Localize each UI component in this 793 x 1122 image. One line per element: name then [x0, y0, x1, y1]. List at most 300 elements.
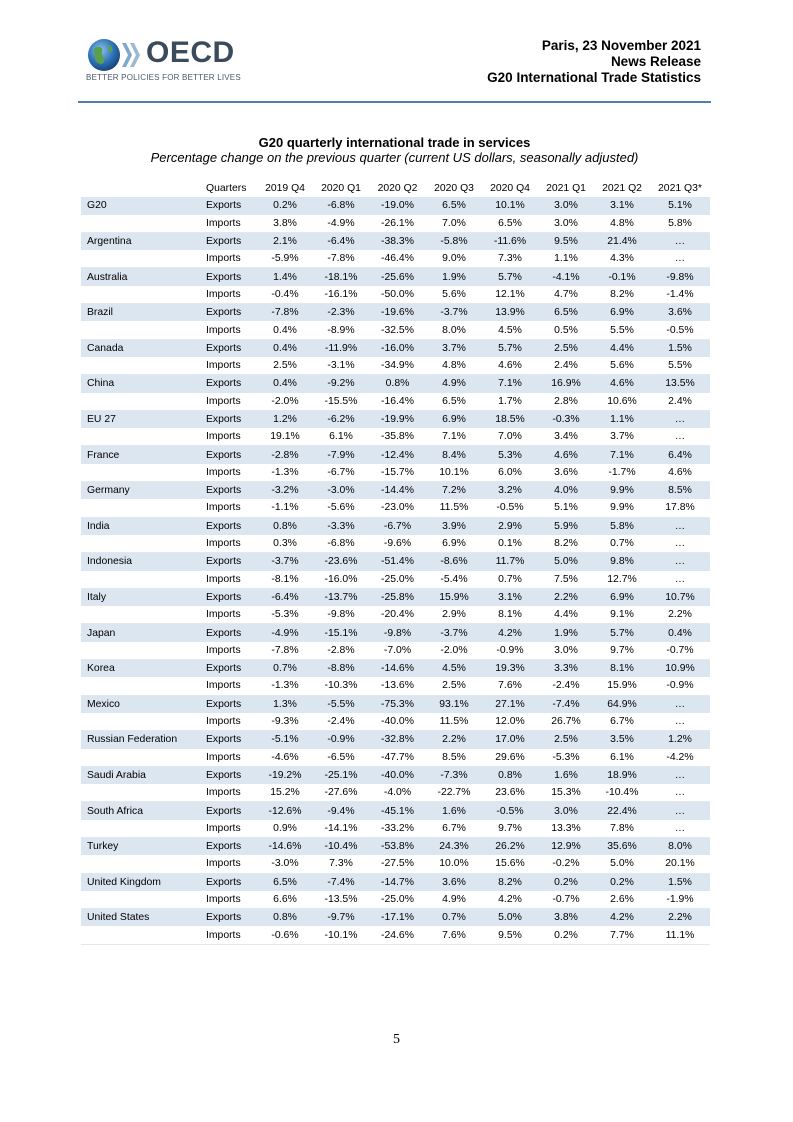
value-cell: 4.0%: [538, 482, 594, 500]
table-row-imports: [81, 784, 710, 802]
value-cell: 15.2%: [257, 784, 313, 802]
value-cell: 1.5%: [650, 339, 710, 357]
value-cell: -5.1%: [257, 731, 313, 749]
trade-table-container: [81, 180, 710, 945]
value-cell: -0.5%: [482, 499, 538, 517]
flow-label: Exports: [203, 517, 257, 535]
value-cell: 5.8%: [650, 215, 710, 233]
value-cell: -40.0%: [369, 713, 426, 731]
value-cell: 3.3%: [538, 660, 594, 678]
value-cell: 6.7%: [426, 820, 482, 838]
table-row-exports: [81, 660, 710, 678]
value-cell: 7.0%: [482, 428, 538, 446]
country-name: [81, 428, 203, 446]
country-name: [81, 926, 203, 944]
value-cell: -2.4%: [538, 677, 594, 695]
table-row-exports: [81, 375, 710, 393]
value-cell: 2.2%: [426, 731, 482, 749]
value-cell: 2.9%: [426, 606, 482, 624]
value-cell: -14.4%: [369, 482, 426, 500]
value-cell: -12.4%: [369, 446, 426, 464]
value-cell: -1.3%: [257, 464, 313, 482]
table-row-exports: [81, 695, 710, 713]
value-cell: -3.2%: [257, 482, 313, 500]
value-cell: -51.4%: [369, 553, 426, 571]
value-cell: 5.0%: [482, 909, 538, 927]
value-cell: -3.0%: [257, 855, 313, 873]
value-cell: 0.7%: [426, 909, 482, 927]
value-cell: -7.3%: [426, 766, 482, 784]
value-cell: -23.6%: [313, 553, 369, 571]
logo-wordmark: OECD: [146, 36, 235, 69]
value-cell: 10.6%: [594, 393, 650, 411]
value-cell: -8.1%: [257, 571, 313, 589]
country-name: [81, 357, 203, 375]
value-cell: -6.7%: [313, 464, 369, 482]
value-cell: 11.7%: [482, 553, 538, 571]
value-cell: -7.9%: [313, 446, 369, 464]
value-cell: -9.8%: [650, 268, 710, 286]
value-cell: -2.8%: [313, 642, 369, 660]
value-cell: 6.4%: [650, 446, 710, 464]
value-cell: …: [650, 553, 710, 571]
value-cell: -4.9%: [313, 215, 369, 233]
value-cell: -1.4%: [650, 286, 710, 304]
value-cell: 5.1%: [538, 499, 594, 517]
value-cell: 7.7%: [594, 926, 650, 944]
header-quarter: 2020 Q4: [490, 183, 530, 195]
value-cell: 5.5%: [594, 321, 650, 339]
value-cell: -4.1%: [538, 268, 594, 286]
value-cell: 2.1%: [257, 232, 313, 250]
value-cell: 9.5%: [538, 232, 594, 250]
value-cell: 4.6%: [538, 446, 594, 464]
value-cell: …: [650, 713, 710, 731]
value-cell: 0.2%: [257, 197, 313, 214]
country-name: Brazil: [81, 304, 203, 322]
value-cell: …: [650, 820, 710, 838]
value-cell: 5.5%: [650, 357, 710, 375]
value-cell: -10.3%: [313, 677, 369, 695]
value-cell: 0.8%: [369, 375, 426, 393]
flow-label: Imports: [203, 321, 257, 339]
value-cell: -3.3%: [313, 517, 369, 535]
value-cell: 6.5%: [538, 304, 594, 322]
value-cell: 7.6%: [426, 926, 482, 944]
value-cell: 5.7%: [482, 268, 538, 286]
value-cell: 6.7%: [594, 713, 650, 731]
value-cell: 8.1%: [482, 606, 538, 624]
value-cell: 8.5%: [650, 482, 710, 500]
flow-label: Exports: [203, 339, 257, 357]
value-cell: -9.4%: [313, 802, 369, 820]
value-cell: …: [650, 428, 710, 446]
value-cell: 4.3%: [594, 250, 650, 268]
country-name: EU 27: [81, 410, 203, 428]
value-cell: 7.0%: [426, 215, 482, 233]
value-cell: -7.4%: [538, 695, 594, 713]
value-cell: -22.7%: [426, 784, 482, 802]
value-cell: -0.6%: [257, 926, 313, 944]
value-cell: 17.8%: [650, 499, 710, 517]
value-cell: -1.1%: [257, 499, 313, 517]
value-cell: -0.7%: [650, 642, 710, 660]
country-name: Mexico: [81, 695, 203, 713]
value-cell: -6.8%: [313, 197, 369, 214]
value-cell: 9.7%: [482, 820, 538, 838]
value-cell: 0.8%: [482, 766, 538, 784]
header-quarter: 2019 Q4: [265, 183, 305, 195]
value-cell: 0.2%: [538, 873, 594, 891]
value-cell: -26.1%: [369, 215, 426, 233]
table-row-imports: [81, 393, 710, 411]
value-cell: 11.1%: [650, 926, 710, 944]
flow-label: Exports: [203, 410, 257, 428]
country-name: Argentina: [81, 232, 203, 250]
table-row-exports: [81, 304, 710, 322]
value-cell: -34.9%: [369, 357, 426, 375]
value-cell: -2.8%: [257, 446, 313, 464]
table-row-exports: [81, 588, 710, 606]
value-cell: 12.7%: [594, 571, 650, 589]
header-quarter: 2021 Q1: [546, 183, 586, 195]
country-name: [81, 677, 203, 695]
flow-label: Imports: [203, 855, 257, 873]
value-cell: -13.7%: [313, 588, 369, 606]
value-cell: …: [650, 571, 710, 589]
value-cell: -1.7%: [594, 464, 650, 482]
value-cell: 3.6%: [426, 873, 482, 891]
logo-tagline: BETTER POLICIES FOR BETTER LIVES: [86, 73, 241, 82]
country-name: [81, 321, 203, 339]
value-cell: -47.7%: [369, 749, 426, 767]
value-cell: -0.7%: [538, 891, 594, 909]
value-cell: 2.4%: [650, 393, 710, 411]
value-cell: -9.8%: [313, 606, 369, 624]
value-cell: -0.9%: [313, 731, 369, 749]
table-row-exports: [81, 802, 710, 820]
value-cell: -53.8%: [369, 837, 426, 855]
value-cell: 10.7%: [650, 588, 710, 606]
value-cell: 7.3%: [313, 855, 369, 873]
country-name: Australia: [81, 268, 203, 286]
value-cell: 1.9%: [538, 624, 594, 642]
table-row-exports: [81, 837, 710, 855]
value-cell: 35.6%: [594, 837, 650, 855]
flow-label: Exports: [203, 553, 257, 571]
value-cell: 6.0%: [482, 464, 538, 482]
value-cell: -10.1%: [313, 926, 369, 944]
value-cell: 4.4%: [538, 606, 594, 624]
country-name: Canada: [81, 339, 203, 357]
table-subtitle: Percentage change on the previous quarter (current US dollars, seasonally adjusted): [150, 150, 639, 165]
release-title: G20 International Trade Statistics: [487, 70, 701, 85]
value-cell: -25.8%: [369, 588, 426, 606]
value-cell: 1.6%: [426, 802, 482, 820]
flow-label: Imports: [203, 286, 257, 304]
value-cell: 6.6%: [257, 891, 313, 909]
flow-label: Exports: [203, 909, 257, 927]
value-cell: 8.2%: [538, 535, 594, 553]
flow-label: Exports: [203, 197, 257, 214]
value-cell: -19.6%: [369, 304, 426, 322]
value-cell: 12.0%: [482, 713, 538, 731]
value-cell: -4.6%: [257, 749, 313, 767]
value-cell: -50.0%: [369, 286, 426, 304]
value-cell: -6.4%: [313, 232, 369, 250]
value-cell: 20.1%: [650, 855, 710, 873]
value-cell: 0.7%: [482, 571, 538, 589]
value-cell: 3.4%: [538, 428, 594, 446]
country-name: United States: [81, 909, 203, 927]
value-cell: -5.4%: [426, 571, 482, 589]
value-cell: -20.4%: [369, 606, 426, 624]
value-cell: 6.5%: [426, 197, 482, 214]
value-cell: -33.2%: [369, 820, 426, 838]
value-cell: 2.9%: [482, 517, 538, 535]
value-cell: -18.1%: [313, 268, 369, 286]
value-cell: 5.7%: [594, 624, 650, 642]
value-cell: 5.6%: [426, 286, 482, 304]
value-cell: 13.9%: [482, 304, 538, 322]
flow-label: Imports: [203, 215, 257, 233]
country-name: [81, 749, 203, 767]
table-row-exports: [81, 873, 710, 891]
value-cell: 7.1%: [482, 375, 538, 393]
value-cell: 2.5%: [257, 357, 313, 375]
flow-label: Imports: [203, 749, 257, 767]
value-cell: 18.9%: [594, 766, 650, 784]
value-cell: 7.1%: [426, 428, 482, 446]
table-row-exports: [81, 731, 710, 749]
value-cell: -1.9%: [650, 891, 710, 909]
value-cell: 5.0%: [538, 553, 594, 571]
table-row-imports: [81, 215, 710, 233]
table-row-exports: [81, 268, 710, 286]
value-cell: 9.9%: [594, 499, 650, 517]
country-name: South Africa: [81, 802, 203, 820]
table-row-imports: [81, 677, 710, 695]
value-cell: -4.0%: [369, 784, 426, 802]
value-cell: -13.6%: [369, 677, 426, 695]
value-cell: -23.0%: [369, 499, 426, 517]
value-cell: 4.4%: [594, 339, 650, 357]
value-cell: -7.4%: [313, 873, 369, 891]
oecd-globe-icon: [86, 37, 146, 73]
value-cell: -7.8%: [257, 642, 313, 660]
value-cell: -25.0%: [369, 891, 426, 909]
flow-label: Imports: [203, 464, 257, 482]
table-row-imports: [81, 286, 710, 304]
value-cell: 4.2%: [482, 624, 538, 642]
value-cell: 1.5%: [650, 873, 710, 891]
value-cell: 4.2%: [594, 909, 650, 927]
table-row-imports: [81, 357, 710, 375]
flow-label: Exports: [203, 482, 257, 500]
table-row-imports: [81, 464, 710, 482]
flow-label: Exports: [203, 802, 257, 820]
value-cell: -25.0%: [369, 571, 426, 589]
value-cell: -3.7%: [426, 624, 482, 642]
country-name: India: [81, 517, 203, 535]
value-cell: -4.9%: [257, 624, 313, 642]
value-cell: 12.9%: [538, 837, 594, 855]
table-row-exports: [81, 410, 710, 428]
value-cell: 5.7%: [482, 339, 538, 357]
flow-label: Imports: [203, 535, 257, 553]
value-cell: -5.9%: [257, 250, 313, 268]
flow-label: Exports: [203, 731, 257, 749]
value-cell: -5.8%: [426, 232, 482, 250]
value-cell: 0.2%: [538, 926, 594, 944]
value-cell: -8.8%: [313, 660, 369, 678]
flow-label: Imports: [203, 571, 257, 589]
value-cell: 2.5%: [538, 339, 594, 357]
value-cell: -8.6%: [426, 553, 482, 571]
value-cell: 9.7%: [594, 642, 650, 660]
value-cell: -6.4%: [257, 588, 313, 606]
flow-label: Exports: [203, 766, 257, 784]
table-row-imports: [81, 891, 710, 909]
flow-label: Exports: [203, 624, 257, 642]
value-cell: -5.5%: [313, 695, 369, 713]
value-cell: 6.9%: [594, 304, 650, 322]
table-row-exports: [81, 197, 710, 214]
value-cell: 10.9%: [650, 660, 710, 678]
table-row-imports: [81, 571, 710, 589]
country-name: [81, 393, 203, 411]
table-header-row: [81, 180, 710, 197]
value-cell: -35.8%: [369, 428, 426, 446]
value-cell: 0.8%: [257, 909, 313, 927]
country-name: United Kingdom: [81, 873, 203, 891]
value-cell: -7.8%: [257, 304, 313, 322]
flow-label: Exports: [203, 660, 257, 678]
value-cell: 9.5%: [482, 926, 538, 944]
value-cell: -16.0%: [369, 339, 426, 357]
value-cell: 26.7%: [538, 713, 594, 731]
value-cell: 8.2%: [594, 286, 650, 304]
value-cell: 5.6%: [594, 357, 650, 375]
value-cell: 6.5%: [482, 215, 538, 233]
value-cell: -38.3%: [369, 232, 426, 250]
table-row-exports: [81, 446, 710, 464]
value-cell: 21.4%: [594, 232, 650, 250]
value-cell: -0.9%: [650, 677, 710, 695]
value-cell: …: [650, 802, 710, 820]
flow-label: Exports: [203, 837, 257, 855]
value-cell: 5.1%: [650, 197, 710, 214]
value-cell: 9.8%: [594, 553, 650, 571]
flow-label: Exports: [203, 232, 257, 250]
value-cell: 3.7%: [426, 339, 482, 357]
country-name: Japan: [81, 624, 203, 642]
value-cell: 3.5%: [594, 731, 650, 749]
value-cell: 10.1%: [426, 464, 482, 482]
value-cell: 8.2%: [482, 873, 538, 891]
value-cell: 2.5%: [538, 731, 594, 749]
value-cell: 7.3%: [482, 250, 538, 268]
country-name: [81, 215, 203, 233]
value-cell: -0.4%: [257, 286, 313, 304]
value-cell: -3.7%: [426, 304, 482, 322]
value-cell: 10.0%: [426, 855, 482, 873]
country-name: Indonesia: [81, 553, 203, 571]
value-cell: 1.9%: [426, 268, 482, 286]
flow-label: Imports: [203, 357, 257, 375]
value-cell: -2.0%: [257, 393, 313, 411]
country-name: France: [81, 446, 203, 464]
value-cell: 3.8%: [538, 909, 594, 927]
header-quarter: 2020 Q1: [321, 183, 361, 195]
value-cell: …: [650, 410, 710, 428]
release-type: News Release: [610, 54, 701, 69]
value-cell: -5.6%: [313, 499, 369, 517]
value-cell: -11.6%: [482, 232, 538, 250]
value-cell: 17.0%: [482, 731, 538, 749]
value-cell: 26.2%: [482, 837, 538, 855]
value-cell: 0.2%: [594, 873, 650, 891]
flow-label: Exports: [203, 375, 257, 393]
value-cell: 93.1%: [426, 695, 482, 713]
value-cell: 0.4%: [650, 624, 710, 642]
value-cell: -0.1%: [594, 268, 650, 286]
value-cell: 0.4%: [257, 339, 313, 357]
value-cell: 15.9%: [594, 677, 650, 695]
value-cell: 13.3%: [538, 820, 594, 838]
value-cell: 12.1%: [482, 286, 538, 304]
value-cell: 3.8%: [257, 215, 313, 233]
country-name: [81, 535, 203, 553]
value-cell: 19.3%: [482, 660, 538, 678]
country-name: [81, 499, 203, 517]
value-cell: -16.4%: [369, 393, 426, 411]
country-name: Italy: [81, 588, 203, 606]
value-cell: -5.3%: [538, 749, 594, 767]
value-cell: 3.9%: [426, 517, 482, 535]
value-cell: -27.5%: [369, 855, 426, 873]
table-row-exports: [81, 624, 710, 642]
table-title: G20 quarterly international trade in services: [258, 135, 531, 150]
country-name: [81, 820, 203, 838]
flow-label: Imports: [203, 642, 257, 660]
value-cell: …: [650, 517, 710, 535]
value-cell: -2.0%: [426, 642, 482, 660]
value-cell: 8.0%: [426, 321, 482, 339]
value-cell: 6.9%: [426, 535, 482, 553]
table-row-imports: [81, 926, 710, 944]
value-cell: 2.2%: [650, 606, 710, 624]
value-cell: -16.1%: [313, 286, 369, 304]
value-cell: 7.2%: [426, 482, 482, 500]
value-cell: 7.5%: [538, 571, 594, 589]
value-cell: …: [650, 535, 710, 553]
value-cell: -17.1%: [369, 909, 426, 927]
flow-label: Imports: [203, 926, 257, 944]
table-row-exports: [81, 339, 710, 357]
table-row-imports: [81, 535, 710, 553]
value-cell: -4.2%: [650, 749, 710, 767]
value-cell: 7.1%: [594, 446, 650, 464]
value-cell: -9.8%: [369, 624, 426, 642]
value-cell: 0.3%: [257, 535, 313, 553]
header-quarter: 2020 Q3: [434, 183, 474, 195]
value-cell: 3.6%: [538, 464, 594, 482]
table-body: [81, 197, 710, 944]
flow-label: Imports: [203, 606, 257, 624]
flow-label: Imports: [203, 891, 257, 909]
value-cell: -9.7%: [313, 909, 369, 927]
